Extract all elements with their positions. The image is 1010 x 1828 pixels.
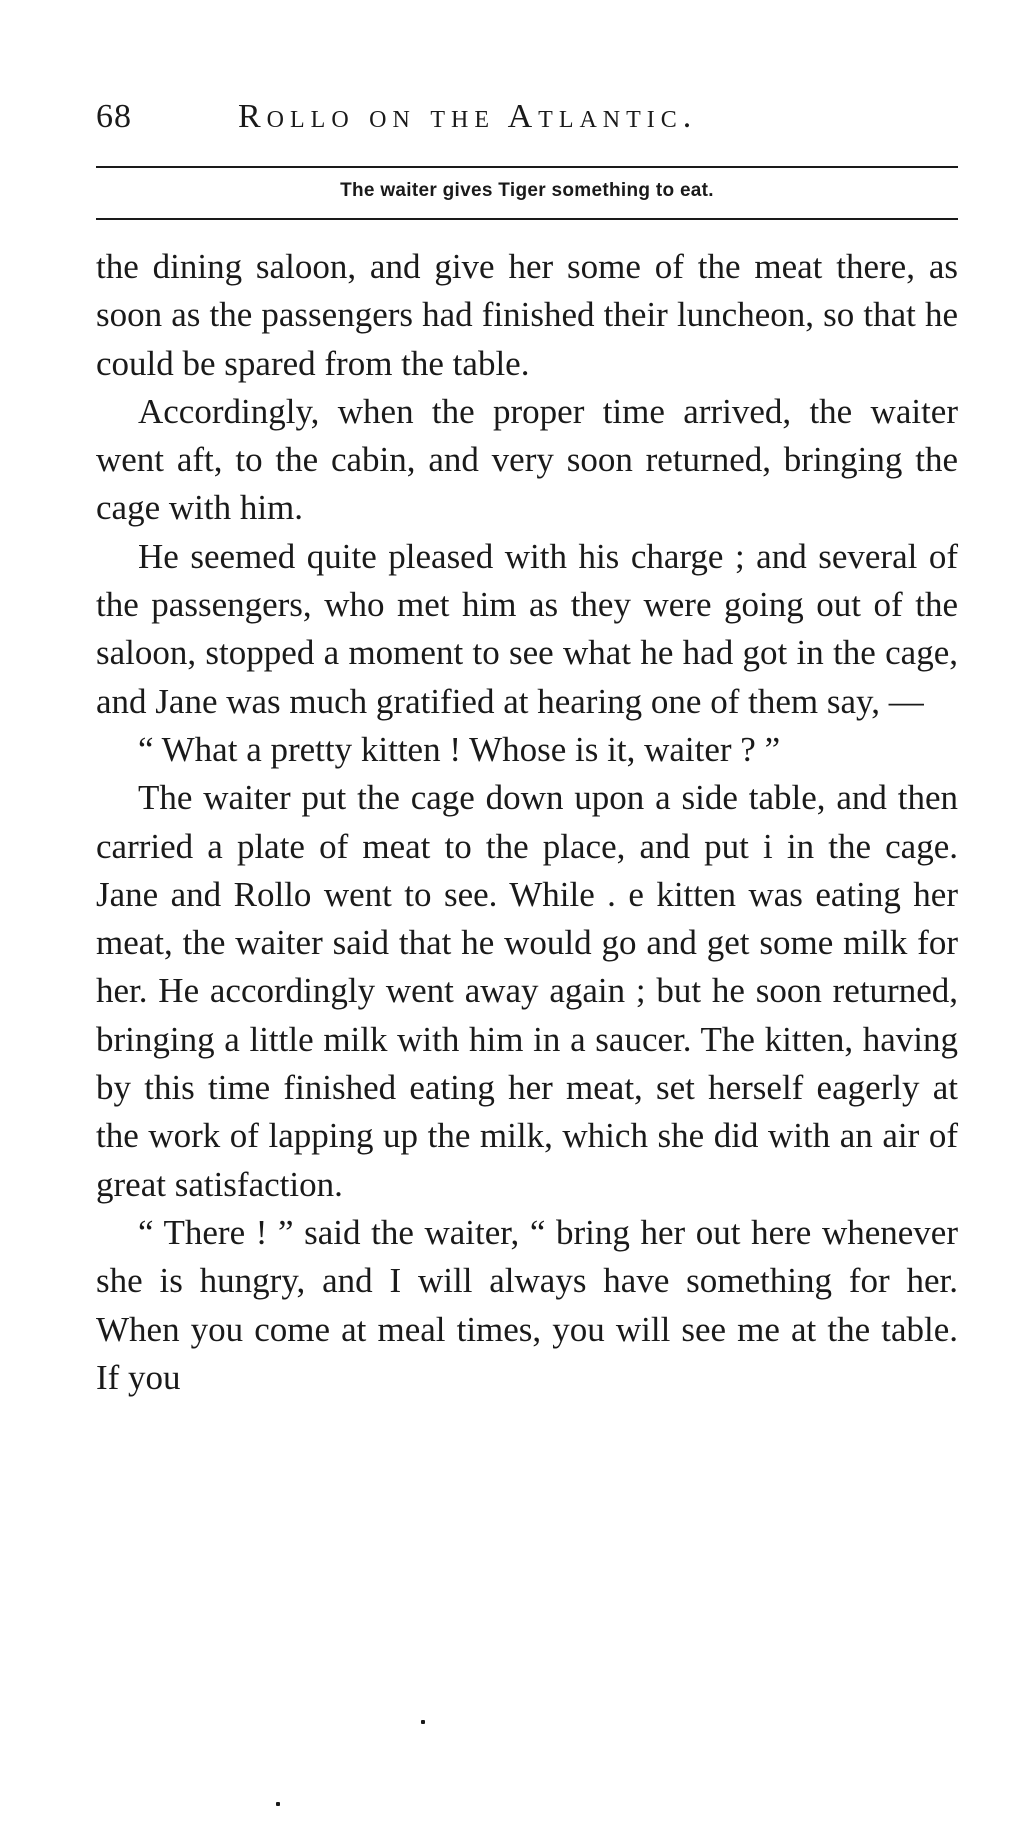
page-header (96, 98, 958, 148)
header-rule-top (96, 166, 958, 168)
paragraph: He seemed quite pleased with his charge ; and several of the passengers, who met him as they were going out of the saloon, stopped a moment to see what he had got in the cage, and Jane was much gratified at hearing one of them say, — (96, 536, 958, 721)
ink-speck (421, 1720, 425, 1724)
header-rule-bottom (96, 218, 958, 220)
running-title: Rollo on the Atlantic. (238, 98, 698, 135)
paragraph: Accordingly, when the proper time arrived, the waiter went aft, to the cabin, and very soon returned, bringing the cage with him. (96, 391, 958, 528)
paragraph: the dining saloon, and give her some of the meat there, as soon as the passengers had finished their luncheon, so that he could be spared from the table. (96, 247, 958, 383)
quoted-line: “ What a pretty kitten ! Whose is it, waiter ? ” (138, 729, 781, 769)
body-text (96, 243, 958, 1402)
section-subheading: The waiter gives Tiger something to eat. (340, 180, 714, 201)
page-number: 68 (96, 98, 132, 135)
paragraph: The waiter put the cage down upon a side table, and then carried a plate of meat to the place, and put i in the cage. Jane and Rollo went to see. While . e kitten was eating her meat, the waiter said that he would go and get some milk for her. He accordingly went away again ; but he soon returned, bringing a little milk with him in a saucer. The kitten, having by this time finished eating her meat, set herself eagerly at the work of lapping up the milk, which she did with an air of great satisfaction. (96, 778, 958, 1204)
paragraph: “ There ! ” said the waiter, “ bring her out here whenever she is hungry, and I will always have something for her. When you come at meal times, you will see me at the table. If you (96, 1212, 958, 1397)
ink-speck (276, 1802, 280, 1806)
